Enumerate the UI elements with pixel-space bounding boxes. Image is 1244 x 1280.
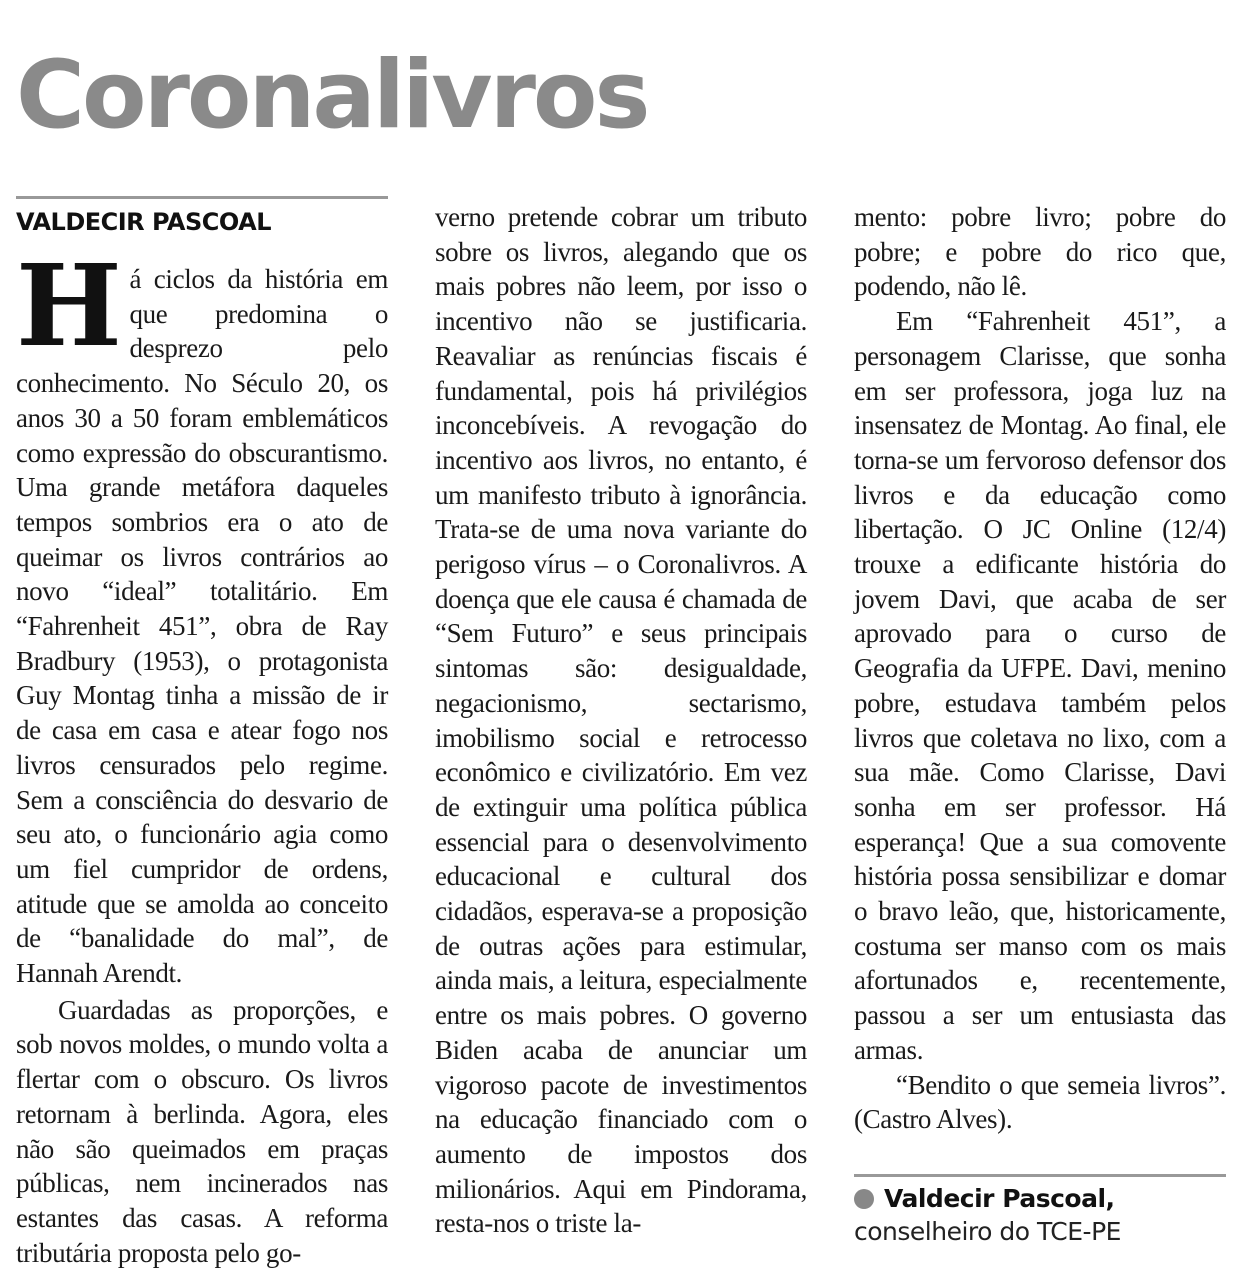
byline-rule: [16, 196, 388, 199]
article-title: Coronalivros: [16, 41, 648, 150]
author-byline: VALDECIR PASCOAL: [16, 208, 271, 236]
column-1: [16, 200, 388, 1270]
signature-rule: [854, 1174, 1226, 1177]
paragraph-2: Guardadas as proporções, e sob novos moldes, o mundo volta a flertar com o obscuro. Os livros retornam à berlinda. Agora, eles não são queimados em praças públicas, nem incinerados nas estantes das casas. A reforma tributária proposta pelo go-: [16, 994, 388, 1268]
drop-cap: H: [16, 241, 122, 372]
column-2: [435, 200, 807, 1241]
paragraph-4: mento: pobre livro; pobre do pobre; e pobre do rico que, podendo, não lê.: [854, 202, 1226, 302]
paragraph-1-text: á ciclos da história em que predomina o desprezo pelo conhecimento. No Século 20, os anos 30 a 50 foram emblemáticos como expressão do obscurantismo. Uma grande metáfora daqueles tempos sombrios era o ato de queimar os livros contrários ao novo “ideal” totalitário. Em “Fahrenheit 451”, obra de Ray Bradbury (1953), o protagonista Guy Montag tinha a missão de ir de casa em casa e atear fogo nos livros censurados pelo regime. Sem a consciência do desvario de seu ato, o funcionário agia como um fiel cumpridor de ordens, atitude que se amolda ao conceito de “banalidade do mal”, de Hannah Arendt.: [16, 264, 388, 989]
signature-role: conselheiro do TCE-PE: [854, 1217, 1121, 1246]
signature-block: [854, 1184, 1234, 1246]
paragraph-1: [16, 241, 388, 991]
column-3: [854, 200, 1226, 1137]
paragraph-6: “Bendito o que semeia livros”. (Castro Alves).: [854, 1069, 1226, 1135]
paragraph-3: verno pretende cobrar um tributo sobre os livros, alegando que os mais pobres não leem, por isso o incentivo não se justificaria. Reavaliar as renúncias fiscais é fundamental, pois há privilégios inconcebíveis. A revogação do incentivo aos livros, no entanto, é um manifesto tributo à ignorância. Trata-se de uma nova variante do perigoso vírus – o Coronalivros. A doença que ele causa é chamada de “Sem Futuro” e seus principais sintomas são: desigualdade, negacionismo, sectarismo, imobilismo social e retrocesso econômico e civilizatório. Em vez de extinguir uma política pública essencial para o desenvolvimento educacional e cultural dos cidadãos, esperava-se a proposição de outras ações para estimular, ainda mais, a leitura, especialmente entre os mais pobres. O governo Biden acaba de anunciar um vigoroso pacote de investimentos na educação financiado com o aumento de impostos dos milionários. Aqui em Pindorama, resta-nos o triste la-: [435, 202, 807, 1239]
paragraph-5: Em “Fahrenheit 451”, a personagem Clarisse, que sonha em ser professora, joga luz na insensatez de Montag. Ao final, ele torna-se um fervoroso defensor dos livros e da educação como libertação. O JC Online (12/4) trouxe a edificante história do jovem Davi, que acaba de ser aprovado para o curso de Geografia da UFPE. Davi, menino pobre, estudava também pelos livros que coletava no lixo, com a sua mãe. Como Clarisse, Davi sonha em ser professor. Há esperança! Que a sua comovente história possa sensibilizar e domar o bravo leão, que, historicamente, costuma ser manso com os mais afortunados e, recentemente, passou a ser um entusiasta das armas.: [854, 306, 1226, 1065]
signature-name: Valdecir Pascoal,: [884, 1184, 1115, 1213]
bullet-icon: [854, 1189, 874, 1209]
